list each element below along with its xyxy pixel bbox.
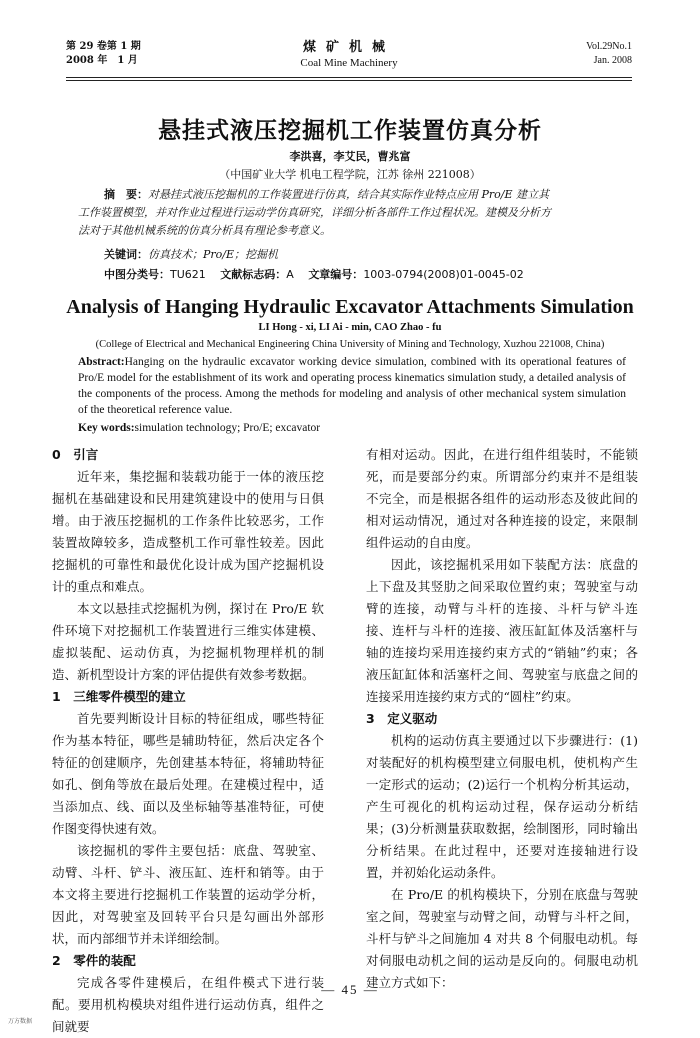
abstract-en [78, 354, 626, 418]
keywords-cn [104, 246, 278, 264]
affiliation-cn: （中国矿业大学 机电工程学院，江苏 徐州 221008） [219, 168, 481, 181]
authors-cn: 李洪喜，李艾民，曹兆富 [289, 150, 411, 163]
abstract-cn-line2: 工作装置模型，并对作业过程进行运动学仿真研究，详细分析各部件工作过程状况。建模及分析方 [78, 206, 551, 219]
section-0-paragraph-1: 近年来，集挖掘和装载功能于一体的液压挖掘机在基础建设和民用建筑建设中的使用与日俱增。由于液压挖掘机的工作条件比较恶劣，工作装置故障较多，造成整机工作可靠性较差。因此挖掘机的可靠性和最优化设计成为国产挖掘机设计的重点和难点。 [52, 469, 324, 594]
keywords-cn-text: 仿真技术；Pro/E；挖掘机 [148, 248, 279, 261]
header-date-en: Jan. 2008 [593, 55, 632, 66]
title-cn: 悬挂式液压挖掘机工作装置仿真分析 [158, 118, 542, 144]
header-rule [66, 77, 632, 78]
journal-name-en: Coal Mine Machinery [300, 57, 398, 69]
header-center [66, 40, 632, 70]
section-2-paragraph-2: 因此，该挖掘机采用如下装配方法：底盘的上下盘及其竖肋之间采取位置约束；驾驶室与动臂的连接，动臂与斗杆的连接、斗杆与铲斗连接、连杆与斗杆的连接、液压缸缸体及活塞杆与轴的连接均采用连接约束方式的“销轴”约束；各液压缸缸体和活塞杆之间、驾驶室与底盘之间的连接采用连接约束方式的“圆柱”约束。 [366, 557, 638, 704]
watermark: 万方数据 [8, 1018, 33, 1025]
article-no-value: 1003-0794(2008)01-0045-02 [363, 268, 524, 281]
header-date: 2008 年 1 月 [66, 55, 138, 66]
section-2-heading: 2 零件的装配 [52, 953, 136, 968]
body-column-right [366, 444, 638, 994]
journal-name-cn: 煤矿机械 [302, 40, 395, 55]
keywords-cn-label: 关键词： [104, 248, 148, 261]
clc-label: 中图分类号： [104, 268, 170, 281]
page-number: — 45 — [321, 982, 379, 997]
section-1-heading: 1 三维零件模型的建立 [52, 689, 186, 704]
abstract-cn [78, 186, 626, 240]
title-en: Analysis of Hanging Hydraulic Excavator Attachments Simulation [66, 296, 634, 318]
section-3-paragraph-2: 在 Pro/E 的机构模块下，分别在底盘与驾驶室之间，驾驶室与动臂之间，动臂与斗杆之间，斗杆与铲斗之间施加 4 对共 8 个伺服电动机。每对伺服电动机之间的运动是反向的。伺服电动机建立方式如下： [366, 887, 638, 990]
classification-line [104, 266, 524, 284]
section-1-paragraph-1: 首先要判断设计目标的特征组成，哪些特征作为基本特征，哪些是辅助特征，然后决定各个特征的创建顺序，先创建基本特征，将辅助特征如孔、倒角等放在最后处理。在建模过程中，适当添加点、线、面以及坐标轴等基准特征，可使作图变得快速有效。 [52, 711, 324, 836]
article-no-label: 文章编号： [308, 268, 364, 281]
header-volume: 第 29 卷第 1 期 [66, 41, 141, 52]
abstract-en-text: Hanging on the hydraulic excavator working device simulation, combined with its operational features of Pro/E model for the establishment of its work and operating process kinematics simulation study, a detailed analysis of the components of the process. Among the methods for modeling and analysis of other mechanical system simulation of the theoretical reference value. [78, 356, 626, 416]
section-1-paragraph-2: 该挖掘机的零件主要包括：底盘、驾驶室、动臂、斗杆、铲斗、液压缸、连杆和销等。由于本文将主要进行挖掘机工作装置的运动学分析，因此，对驾驶室及回转平台只是勾画出外部形状，而内部细节并未详细绘制。 [52, 843, 324, 946]
keywords-en-text: simulation technology; Pro/E; excavator [134, 422, 321, 434]
keywords-en-label: Key words: [78, 422, 135, 434]
section-0-heading: 0 引言 [52, 447, 99, 462]
abstract-cn-line3: 法对于其他机械系统的仿真分析具有理论参考意义。 [78, 224, 331, 237]
section-2-paragraph-1: 完成各零件建模后，在组件模式下进行装配。要用机构模块对组件进行运动仿真，组件之间就要 [52, 975, 324, 1034]
affiliation-en: (College of Electrical and Mechanical Engineering China University of Mining and Technology, Xuzhou 221008, China) [95, 339, 605, 350]
body-column-left [52, 444, 324, 1038]
abstract-en-label: Abstract: [78, 356, 125, 368]
abstract-cn-label: 摘 要： [104, 188, 148, 201]
header-rule-second [66, 80, 632, 81]
clc-value: TU621 [170, 268, 206, 281]
authors-en: LI Hong - xi, LI Ai - min, CAO Zhao - fu [258, 322, 442, 333]
doc-code-label: 文献标志码： [220, 268, 287, 281]
header-vol-en: Vol.29No.1 [586, 41, 632, 52]
running-header [66, 40, 632, 74]
section-3-paragraph-1: 机构的运动仿真主要通过以下步骤进行：(1)对装配好的机构模型建立伺服电机，使机构产生一定形式的运动；(2)运行一个机构分析其运动，产生可视化的机构运动过程，保存运动分析结果；(3)分析测量获取数据，绘制图形，同时输出分析结果。在此过程中，还要对连接轴进行设置，并初始化运动条件。 [366, 733, 638, 880]
abstract-cn-line1: 对悬挂式液压挖掘机的工作装置进行仿真，结合其实际作业特点应用 Pro/E 建立其 [148, 188, 550, 201]
keywords-en [78, 420, 320, 436]
doc-code-value: A [286, 268, 294, 281]
header-right [586, 40, 632, 68]
section-0-paragraph-2: 本文以悬挂式挖掘机为例，探讨在 Pro/E 软件环境下对挖掘机工作装置进行三维实体建模、虚拟装配、运动仿真，为挖掘机物理样机的制造、新机型设计方案的评估提供有效参考数据。 [52, 601, 324, 682]
section-3-heading: 3 定义驱动 [366, 711, 438, 726]
section-2-paragraph-1-cont: 有相对运动。因此，在进行组件组装时，不能锁死，而是要部分约束。所谓部分约束并不是组装不完全，而是根据各组件的运动形态及彼此间的相对运动情况，通过对各种连接的设定，来限制组件运动的自由度。 [366, 447, 638, 550]
